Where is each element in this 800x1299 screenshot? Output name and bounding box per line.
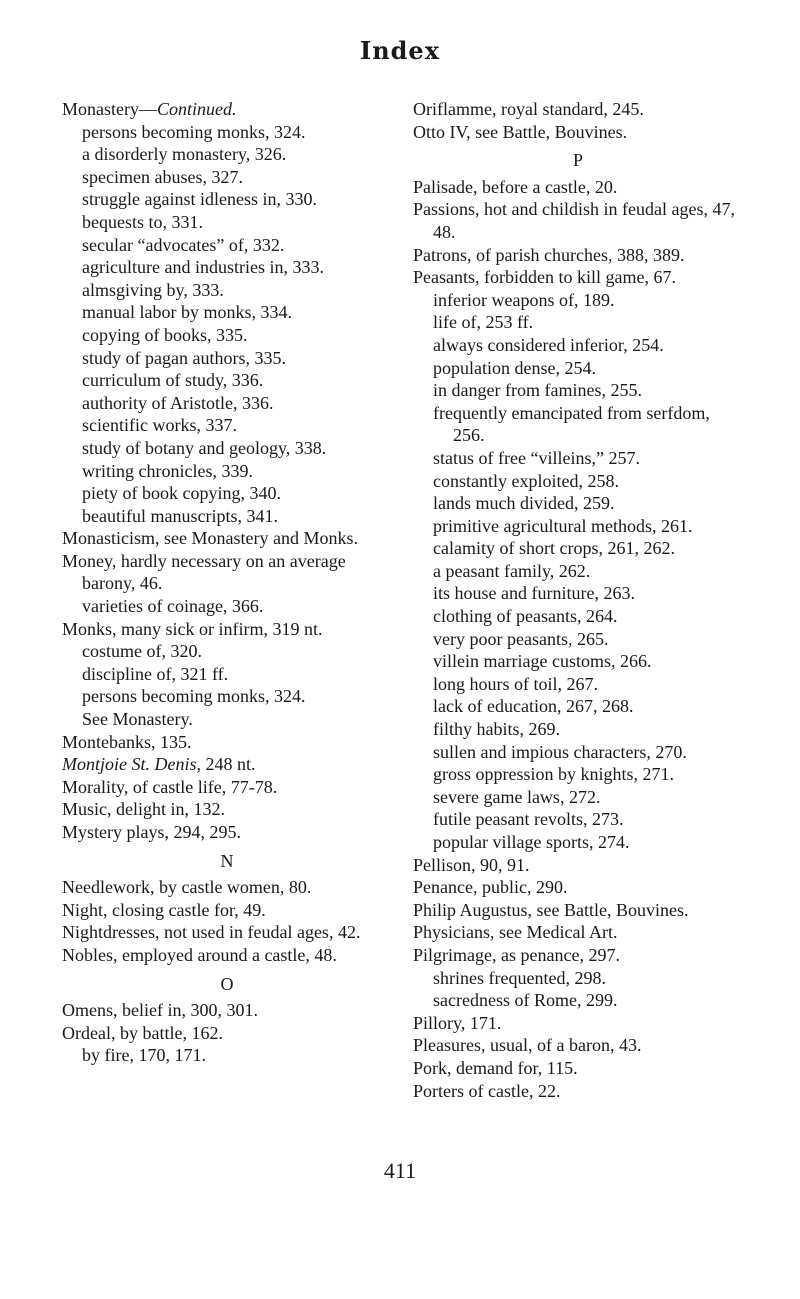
index-subentry: filthy habits, 269. [433,719,560,740]
index-entry: Music, delight in, 132. [62,799,225,820]
index-entry: Physicians, see Medical Art. [413,922,618,943]
index-subentry: always considered inferior, 254. [433,334,664,355]
index-subentry: beautiful manuscripts, 341. [82,505,278,526]
index-entry: Monks, many sick or infirm, 319 nt. [62,618,323,639]
index-entry: Porters of castle, 22. [413,1080,561,1101]
index-subentry: constantly exploited, 258. [433,470,619,491]
index-subentry: life of, 253 ff. [433,312,534,333]
index-subentry: writing chronicles, 339. [82,460,253,481]
index-subentry: shrines frequented, 298. [433,967,606,988]
page-number: 411 [383,1158,417,1183]
index-subentry: futile peasant revolts, 273. [433,809,624,830]
index-subentry: calamity of short crops, 261, 262. [433,538,675,559]
index-entry: Nobles, employed around a castle, 48. [62,944,337,965]
index-entry: Patrons, of parish churches, 388, 389. [413,244,685,265]
index-subentry: persons becoming monks, 324. [82,121,306,142]
index-entry: Montebanks, 135. [62,731,192,752]
index-subentry: almsgiving by, 333. [82,279,224,300]
index-entry: Penance, public, 290. [413,877,568,898]
index-subentry: authority of Aristotle, 336. [82,392,274,413]
index-subentry: manual labor by monks, 334. [82,302,292,323]
index-subentry: varieties of coinage, 366. [82,596,264,617]
entry-dash: — [138,99,157,119]
index-subentry: villein marriage customs, 266. [433,651,652,672]
index-subentry: frequently emancipated from serfdom, 256. [433,402,710,446]
index-entry: Oriflamme, royal standard, 245. [413,99,644,119]
index-subentry: curriculum of study, 336. [82,370,264,391]
index-subentry: primitive agricultural methods, 261. [433,515,693,536]
index-subentry: status of free “villeins,” 257. [433,447,640,468]
page-title: Index [359,36,441,65]
index-entry: Pork, demand for, 115. [413,1057,578,1078]
index-entry: Needlework, by castle women, 80. [62,877,312,898]
index-entry: Ordeal, by battle, 162. [62,1022,223,1043]
index-entry [62,753,392,776]
index-column-left [62,98,392,1067]
index-subentry: sullen and impious characters, 270. [433,741,687,762]
entry-continued: Continued. [156,99,237,119]
index-subentry: in danger from famines, 255. [433,380,642,401]
index-subentry: lands much divided, 259. [433,493,615,514]
index-subentry: bequests to, 331. [82,211,203,232]
index-subentry: agriculture and industries in, 333. [82,257,324,278]
index-entry: Philip Augustus, see Battle, Bouvines. [413,899,689,920]
index-entry: Nightdresses, not used in feudal ages, 42. [62,922,361,943]
index-subentry: scientific works, 337. [82,415,237,436]
section-letter: O [220,973,234,994]
index-entry: Peasants, forbidden to kill game, 67. [413,267,676,288]
index-subentry: very poor peasants, 265. [433,628,609,649]
index-subentry: a disorderly monastery, 326. [82,144,287,165]
index-entry: Passions, hot and childish in feudal ages, 47, 48. [413,199,735,242]
index-subentry: persons becoming monks, 324. [82,686,306,707]
entry-head-italic: Montjoie St. Denis, [62,754,201,775]
index-entry: Pellison, 90, 91. [413,854,530,875]
index-subentry: study of botany and geology, 338. [82,437,327,458]
section-letter: N [220,850,234,871]
index-subentry: long hours of toil, 267. [433,673,598,694]
index-subentry: specimen abuses, 327. [82,166,243,187]
index-entry [62,98,392,121]
index-subentry: See Monastery. [82,709,193,730]
index-entry: Otto IV, see Battle, Bouvines. [413,121,628,142]
index-subentry: severe game laws, 272. [433,786,601,807]
index-entry: Mystery plays, 294, 295. [62,822,241,842]
index-subentry: a peasant family, 262. [433,560,591,581]
index-subentry: copying of books, 335. [82,324,248,345]
index-entry: Omens, belief in, 300, 301. [62,1000,258,1021]
index-entry: Pilgrimage, as penance, 297. [413,944,620,965]
index-subentry: gross oppression by knights, 271. [433,764,675,785]
index-entry: Morality, of castle life, 77-78. [62,776,278,797]
index-subentry: its house and furniture, 263. [433,583,635,604]
index-subentry: secular “advocates” of, 332. [82,234,285,255]
index-entry: Pleasures, usual, of a baron, 43. [413,1035,642,1056]
index-entry: Palisade, before a castle, 20. [413,176,618,197]
section-letter: P [572,150,583,171]
index-subentry: clothing of peasants, 264. [433,606,618,627]
index-subentry: study of pagan authors, 335. [82,347,286,368]
index-subentry: discipline of, 321 ff. [82,663,229,684]
index-subentry: by fire, 170, 171. [82,1045,206,1066]
index-subentry: popular village sports, 274. [433,832,630,852]
index-subentry: sacredness of Rome, 299. [433,990,618,1011]
index-entry: Money, hardly necessary on an average barony, 46. [62,550,346,594]
index-entry: Pillory, 171. [413,1012,502,1033]
index-column-right [413,98,743,1102]
index-entry: Monasticism, see Monastery and Monks. [62,528,358,549]
entry-text: 248 nt. [200,754,256,775]
entry-head: Monastery [62,99,139,119]
index-entry: Night, closing castle for, 49. [62,899,266,920]
index-subentry: population dense, 254. [433,357,596,378]
index-subentry: lack of education, 267, 268. [433,696,634,717]
index-subentry: costume of, 320. [82,641,202,662]
index-subentry: inferior weapons of, 189. [433,289,615,310]
index-subentry: struggle against idleness in, 330. [82,189,317,210]
index-subentry: piety of book copying, 340. [82,483,281,504]
